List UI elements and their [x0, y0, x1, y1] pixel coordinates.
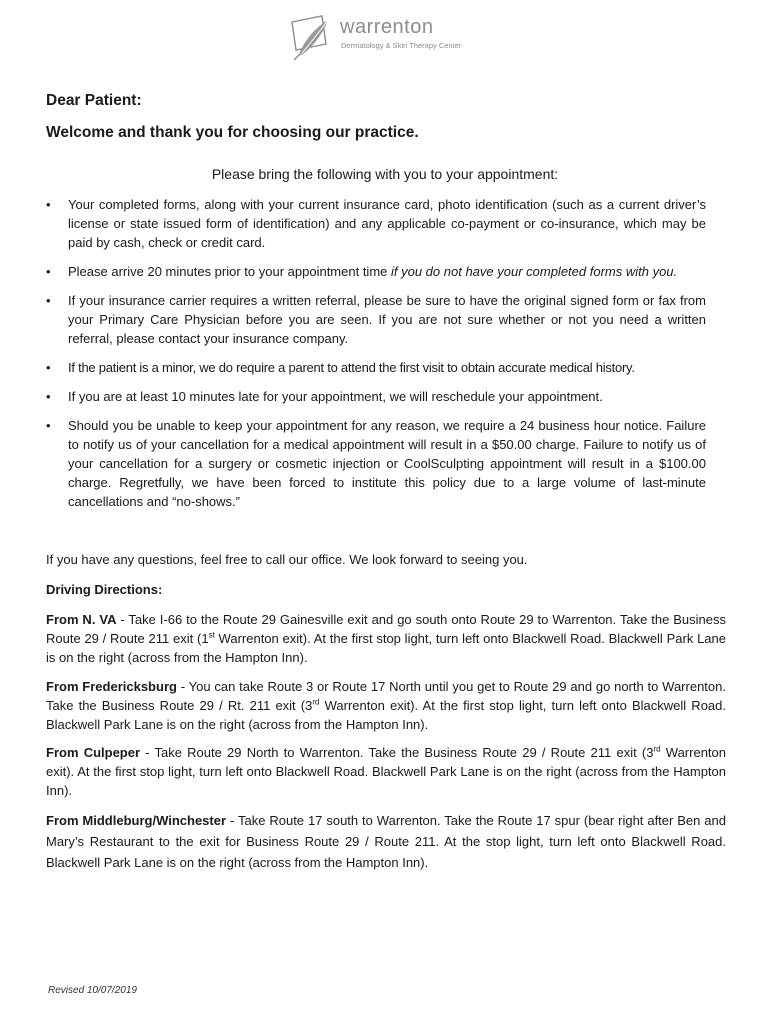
directions-label: From Culpeper: [46, 745, 141, 760]
directions-label: From N. VA: [46, 612, 117, 627]
practice-logo: [288, 14, 488, 64]
bullet-icon: •: [46, 293, 51, 308]
directions-text: - Take Route 29 North to Warrenton. Take the Business Route 29 / Route 211 exit (3: [140, 745, 654, 760]
intro-text: Please bring the following with you to your appointment:: [211, 166, 559, 182]
directions-fredericksburg: [46, 677, 726, 734]
list-item-text: Should you be unable to keep your appointment for any reason, we require a 24 business hour notice. Failure to notify us of your cancellation for a medical appointment will result in a $50.00 charge. Failure to notify us of your cancellation for a surgery or cosmetic injection or CoolSculpting appointment will result in a $100.00 charge. Regretfully, we have been forced to institute this policy due to a large volume of last-minute cancellations and “no-shows.”: [68, 418, 706, 509]
questions-text: If you have any questions, feel free to call our office. We look forward to seeing you.: [46, 552, 528, 567]
bullet-icon: •: [46, 360, 51, 375]
bullet-icon: •: [46, 197, 51, 212]
revision-date: Revised 10/07/2019: [48, 985, 137, 996]
list-item: [46, 291, 706, 348]
directions-text: - Take I-66 to the Route 29 Gainesville exit and go south onto Route 29 to Warrenton. Take the Business Route 29 / Route 211 exit (1: [46, 612, 726, 646]
ordinal-suffix: rd: [312, 697, 320, 707]
list-item-emphasis: if you do not have your completed forms with you.: [391, 264, 678, 279]
bullet-icon: •: [46, 264, 51, 279]
directions-text: Warrenton exit). At the first stop light, turn left onto Blackwell Road. Blackwell Park Lane is on the right (across from the Hampton Inn).: [46, 745, 726, 798]
directions-text: - You can take Route 3 or Route 17 North until you get to Route 29 and go north to Warrenton. Take the Business Route 29 / Rt. 211 exit (3: [46, 679, 726, 713]
bullet-icon: •: [46, 389, 51, 404]
logo-name: warrenton: [340, 16, 434, 38]
directions-text: Warrenton exit). At the first stop light, turn left onto Blackwell Road. Blackwell Park Lane is on the right (across from the Hampton Inn).: [46, 698, 726, 732]
bullet-icon: •: [46, 418, 51, 433]
ordinal-suffix: st: [208, 630, 215, 640]
list-item: [46, 262, 706, 281]
directions-n-va: [46, 610, 726, 667]
directions-label: From Fredericksburg: [46, 679, 177, 694]
list-item: [46, 416, 706, 511]
requirements-list: [46, 195, 706, 521]
list-item: [46, 387, 706, 406]
list-item-text: If you are at least 10 minutes late for your appointment, we will reschedule your appointment.: [68, 389, 603, 404]
list-item-text: If the patient is a minor, we do require a parent to attend the first visit to obtain accurate medical history.: [68, 360, 635, 375]
directions-culpeper: [46, 743, 726, 800]
directions-middleburg-winchester: [46, 810, 726, 873]
directions-text: Warrenton exit). At the first stop light, turn left onto Blackwell Road. Blackwell Park Lane is on the right (across from the Hampton Inn).: [46, 631, 727, 665]
driving-directions-title: Driving Directions:: [46, 582, 163, 597]
logo-tagline: Dermatology & Skin Therapy Center: [341, 41, 462, 50]
ordinal-suffix: rd: [653, 744, 661, 754]
welcome-heading: Welcome and thank you for choosing our practice.: [46, 124, 419, 141]
list-item: [46, 195, 706, 252]
list-item-text: Please arrive 20 minutes prior to your appointment time: [68, 264, 391, 279]
greeting-heading: Dear Patient:: [46, 92, 142, 109]
list-item-text: Your completed forms, along with your current insurance card, photo identification (such as a current driver’s license or state issued form of identification) and any applicable co-payment or co-insurance, which may be paid by cash, check or credit card.: [68, 197, 706, 250]
list-item-text: If your insurance carrier requires a written referral, please be sure to have the original signed form or fax from your Primary Care Physician before you are seen. If you are not sure whether or not you need a written referral, please contact your insurance company.: [68, 293, 706, 346]
directions-label: From Middleburg/Winchester: [46, 813, 227, 828]
list-item: [46, 358, 706, 377]
leaf-logo-icon: [288, 14, 334, 62]
directions-text: - Take Route 17 south to Warrenton. Take the Route 17 spur (bear right after Ben and Mary’s Restaurant to the exit for Business Route 29 / Route 211. At the stop light, turn left onto Blackwell Road. Blackwell Park Lane is on the right (across from the Hampton Inn).: [46, 813, 727, 870]
